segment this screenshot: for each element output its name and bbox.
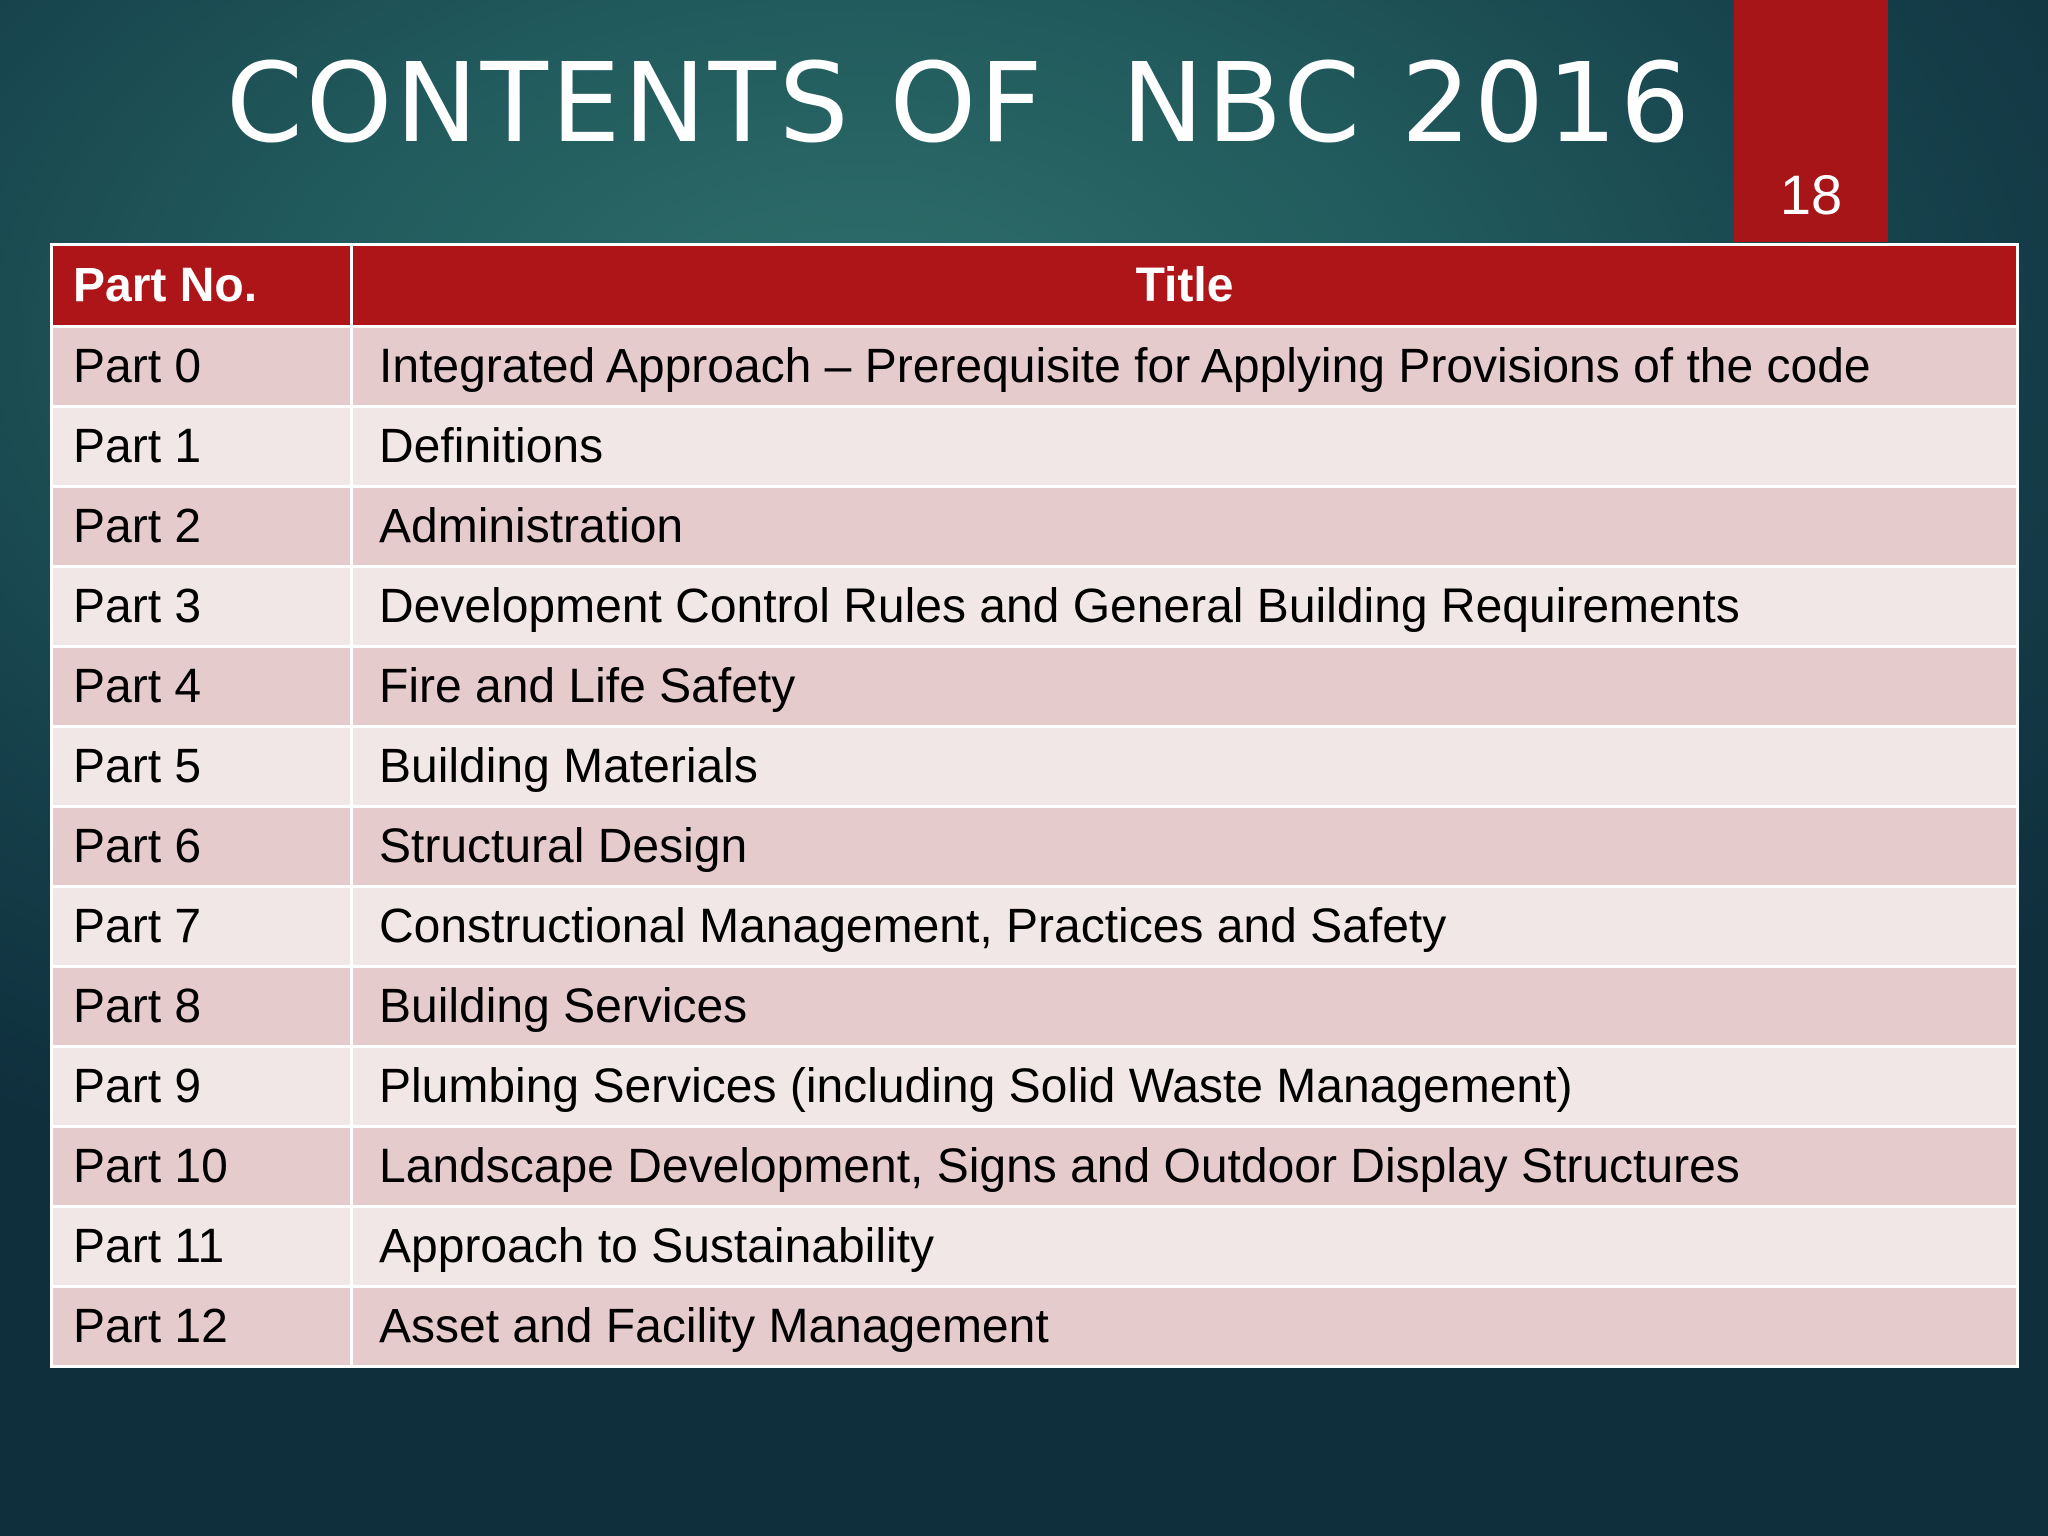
part-no-cell: Part 10 <box>52 1127 352 1207</box>
part-title-cell: Building Materials <box>352 727 2018 807</box>
part-title-cell: Asset and Facility Management <box>352 1287 2018 1367</box>
table-row <box>52 567 2018 647</box>
part-no-cell: Part 6 <box>52 807 352 887</box>
table-row <box>52 887 2018 967</box>
part-no-cell: Part 2 <box>52 487 352 567</box>
part-no-cell: Part 1 <box>52 407 352 487</box>
part-title-cell: Fire and Life Safety <box>352 647 2018 727</box>
page-number-tab <box>1734 0 1888 242</box>
table-row <box>52 487 2018 567</box>
table-row <box>52 967 2018 1047</box>
part-no-cell: Part 9 <box>52 1047 352 1127</box>
table-row <box>52 727 2018 807</box>
contents-table <box>50 243 2019 1368</box>
part-no-cell: Part 0 <box>52 327 352 407</box>
header-title: Title <box>352 245 2018 327</box>
part-no-cell: Part 11 <box>52 1207 352 1287</box>
header-part-no: Part No. <box>52 245 352 327</box>
table-row <box>52 407 2018 487</box>
part-no-cell: Part 12 <box>52 1287 352 1367</box>
table-row <box>52 647 2018 727</box>
table-row <box>52 807 2018 887</box>
table-row <box>52 327 2018 407</box>
part-title-cell: Constructional Management, Practices and Safety <box>352 887 2018 967</box>
table-header-row <box>52 245 2018 327</box>
part-no-cell: Part 7 <box>52 887 352 967</box>
part-title-cell: Integrated Approach – Prerequisite for Applying Provisions of the code <box>352 327 2018 407</box>
table-row <box>52 1287 2018 1367</box>
part-no-cell: Part 4 <box>52 647 352 727</box>
part-no-cell: Part 5 <box>52 727 352 807</box>
part-title-cell: Landscape Development, Signs and Outdoor Display Structures <box>352 1127 2018 1207</box>
page-number: 18 <box>1779 163 1843 226</box>
table-row <box>52 1207 2018 1287</box>
part-no-cell: Part 8 <box>52 967 352 1047</box>
part-title-cell: Approach to Sustainability <box>352 1207 2018 1287</box>
part-no-cell: Part 3 <box>52 567 352 647</box>
table-row <box>52 1047 2018 1127</box>
slide-title: CONTENTS OF NBC 2016 <box>226 39 1693 167</box>
part-title-cell: Building Services <box>352 967 2018 1047</box>
part-title-cell: Development Control Rules and General Building Requirements <box>352 567 2018 647</box>
part-title-cell: Structural Design <box>352 807 2018 887</box>
part-title-cell: Definitions <box>352 407 2018 487</box>
part-title-cell: Plumbing Services (including Solid Waste Management) <box>352 1047 2018 1127</box>
part-title-cell: Administration <box>352 487 2018 567</box>
table-row <box>52 1127 2018 1207</box>
